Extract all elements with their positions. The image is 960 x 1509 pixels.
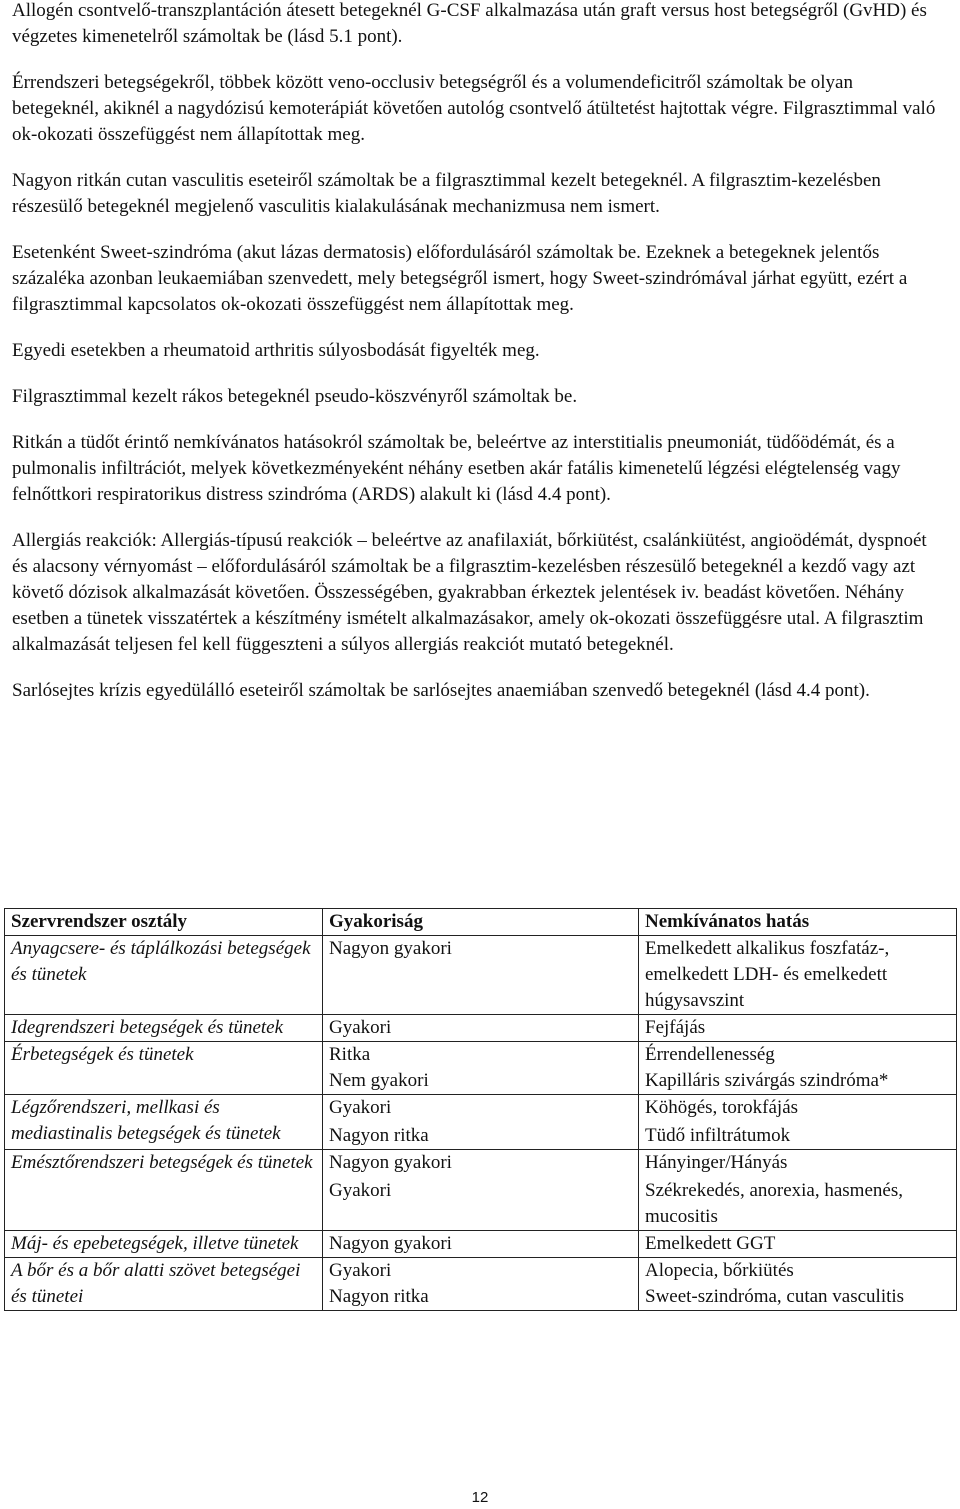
soc-cell: Máj- és epebetegségek, illetve tünetek <box>5 1231 323 1258</box>
table-row <box>5 936 957 1015</box>
frequency-cell <box>323 1015 639 1042</box>
paragraph-allergic-reactions: Allergiás reakciók: Allergiás-típusú reakciók – beleértve az anafilaxiát, bőrkiütést, csalánkiütést, angioödémát, dyspnoét és alacsony vérnyomást – előfordulásáról számoltak be a filgrasztim-kezelésben részesülő betegeknél a kezdő vagy azt követő dózisok alkalmazását követően. Összességében, gyakrabban érkeztek jelentések iv. beadást követően. Néhány esetben a tünetek visszatértek a készítmény ismételt alkalmazásakor, amely ok-okozati összefüggésre utal. A filgrasztim alkalmazását teljesen fel kell függeszteni a súlyos allergiás reakciót mutató betegeknél. <box>12 530 927 655</box>
table-row <box>5 1015 957 1042</box>
frequency-cell <box>323 1042 639 1095</box>
effect-cell <box>639 936 957 1015</box>
paragraph-pulmonary-effects: Ritkán a tüdőt érintő nemkívánatos hatásokról számoltak be, beleértve az interstitialis pneumoniát, tüdőödémát, és a pulmonalis infiltrációt, melyek következményeként néhány esetben akár fatális kimenetelű légzési elégtelenség vagy felnőttkori respiratorikus distress szindróma (ARDS) alakult ki (lásd 4.4 pont). <box>12 432 901 505</box>
frequency-value: Gyakori <box>329 1017 392 1038</box>
soc-cell: Anyagcsere- és táplálkozási betegségek és tünetek <box>5 936 323 1015</box>
effect-value: Emelkedett GGT <box>645 1233 776 1254</box>
frequency-cell <box>323 1231 639 1258</box>
effect-value: Emelkedett alkalikus foszfatáz-, emelkedett LDH- és emelkedett húgysavszint <box>645 938 890 1011</box>
table-row <box>5 1150 957 1231</box>
header-frequency: Gyakoriság <box>323 909 639 936</box>
effect-value: Kapilláris szivárgás szindróma* <box>645 1070 889 1091</box>
paragraph-sweet-syndrome: Esetenként Sweet-szindróma (akut lázas dermatosis) előfordulásáról számoltak be. Ezeknek a betegeknek jelentős százaléka azonban leukaemiában szenvedett, mely betegségről ismert, hogy Sweet-szindrómával járhat együtt, ezért a filgrasztimmal kapcsolatos ok-okozati összefüggést nem állapítottak meg. <box>12 242 908 315</box>
frequency-cell <box>323 1095 639 1150</box>
paragraph-vascular-disorders: Érrendszeri betegségekről, többek között veno-occlusiv betegségről és a volumendeficitről számoltak be olyan betegeknél, akiknél a nagydózisú kemoterápiát követően autológ csontvelő átültetést hajtottak végre. Filgrasztimmal való ok-okozati összefüggést nem állapítottak meg. <box>12 72 936 145</box>
effect-cell <box>639 1015 957 1042</box>
frequency-cell <box>323 1258 639 1311</box>
effect-value: Fejfájás <box>645 1017 706 1038</box>
table-row <box>5 1042 957 1095</box>
table-header-row <box>5 909 957 936</box>
frequency-value: Nagyon gyakori <box>329 1233 452 1254</box>
effect-value: Sweet-szindróma, cutan vasculitis <box>645 1286 905 1307</box>
effect-value: Érrendellenesség <box>645 1044 775 1065</box>
effect-value: Alopecia, bőrkiütés <box>645 1260 794 1281</box>
paragraph-sickle-cell-crisis: Sarlósejtes krízis egyedülálló eseteiről számoltak be sarlósejtes anaemiában szenvedő betegeknél (lásd 4.4 pont). <box>12 680 870 701</box>
paragraph-cutaneous-vasculitis: Nagyon ritkán cutan vasculitis eseteiről számoltak be a filgrasztimmal kezelt betegeknél. A filgrasztim-kezelésben részesülő betegeknél megjelenő vasculitis kialakulásának mechanizmusa nem ismert. <box>12 170 881 217</box>
frequency-value: Gyakori <box>329 1180 392 1201</box>
frequency-value: Ritka <box>329 1044 371 1065</box>
table-row <box>5 1258 957 1311</box>
frequency-value: Gyakori <box>329 1097 392 1118</box>
frequency-cell <box>323 936 639 1015</box>
paragraph-pseudogout: Filgrasztimmal kezelt rákos betegeknél pseudo-köszvényről számoltak be. <box>12 386 578 407</box>
document-body <box>12 0 942 724</box>
frequency-value: Nem gyakori <box>329 1070 429 1091</box>
frequency-value: Nagyon ritka <box>329 1125 429 1146</box>
frequency-cell <box>323 1150 639 1231</box>
soc-cell: Idegrendszeri betegségek és tünetek <box>5 1015 323 1042</box>
page-number: 12 <box>471 1489 489 1506</box>
frequency-value: Nagyon gyakori <box>329 1152 452 1173</box>
adverse-reactions-table <box>4 908 957 1311</box>
effect-cell <box>639 1095 957 1150</box>
header-effect: Nemkívánatos hatás <box>639 909 957 936</box>
frequency-value: Nagyon ritka <box>329 1286 429 1307</box>
effect-value: Köhögés, torokfájás <box>645 1097 799 1118</box>
frequency-value: Nagyon gyakori <box>329 938 452 959</box>
frequency-value: Gyakori <box>329 1260 392 1281</box>
soc-cell: Emésztőrendszeri betegségek és tünetek <box>5 1150 323 1231</box>
effect-cell <box>639 1231 957 1258</box>
effect-value: Hányinger/Hányás <box>645 1152 788 1173</box>
table-row <box>5 1095 957 1150</box>
soc-cell: A bőr és a bőr alatti szövet betegségei és tünetei <box>5 1258 323 1311</box>
soc-cell: Légzőrendszeri, mellkasi és mediastinalis betegségek és tünetek <box>5 1095 323 1150</box>
effect-cell <box>639 1258 957 1311</box>
paragraph-gvhd: Allogén csontvelő-transzplantáción átesett betegeknél G-CSF alkalmazása után graft versus host betegségről (GvHD) és végzetes kimenetelről számoltak be (lásd 5.1 pont). <box>12 0 927 47</box>
effect-cell <box>639 1150 957 1231</box>
effect-value: Tüdő infiltrátumok <box>645 1125 791 1146</box>
soc-cell: Érbetegségek és tünetek <box>5 1042 323 1095</box>
effect-value: Székrekedés, anorexia, hasmenés, mucositis <box>645 1180 903 1227</box>
effect-cell <box>639 1042 957 1095</box>
header-soc: Szervrendszer osztály <box>5 909 323 936</box>
table-row <box>5 1231 957 1258</box>
paragraph-rheumatoid-arthritis: Egyedi esetekben a rheumatoid arthritis súlyosbodását figyelték meg. <box>12 340 540 361</box>
